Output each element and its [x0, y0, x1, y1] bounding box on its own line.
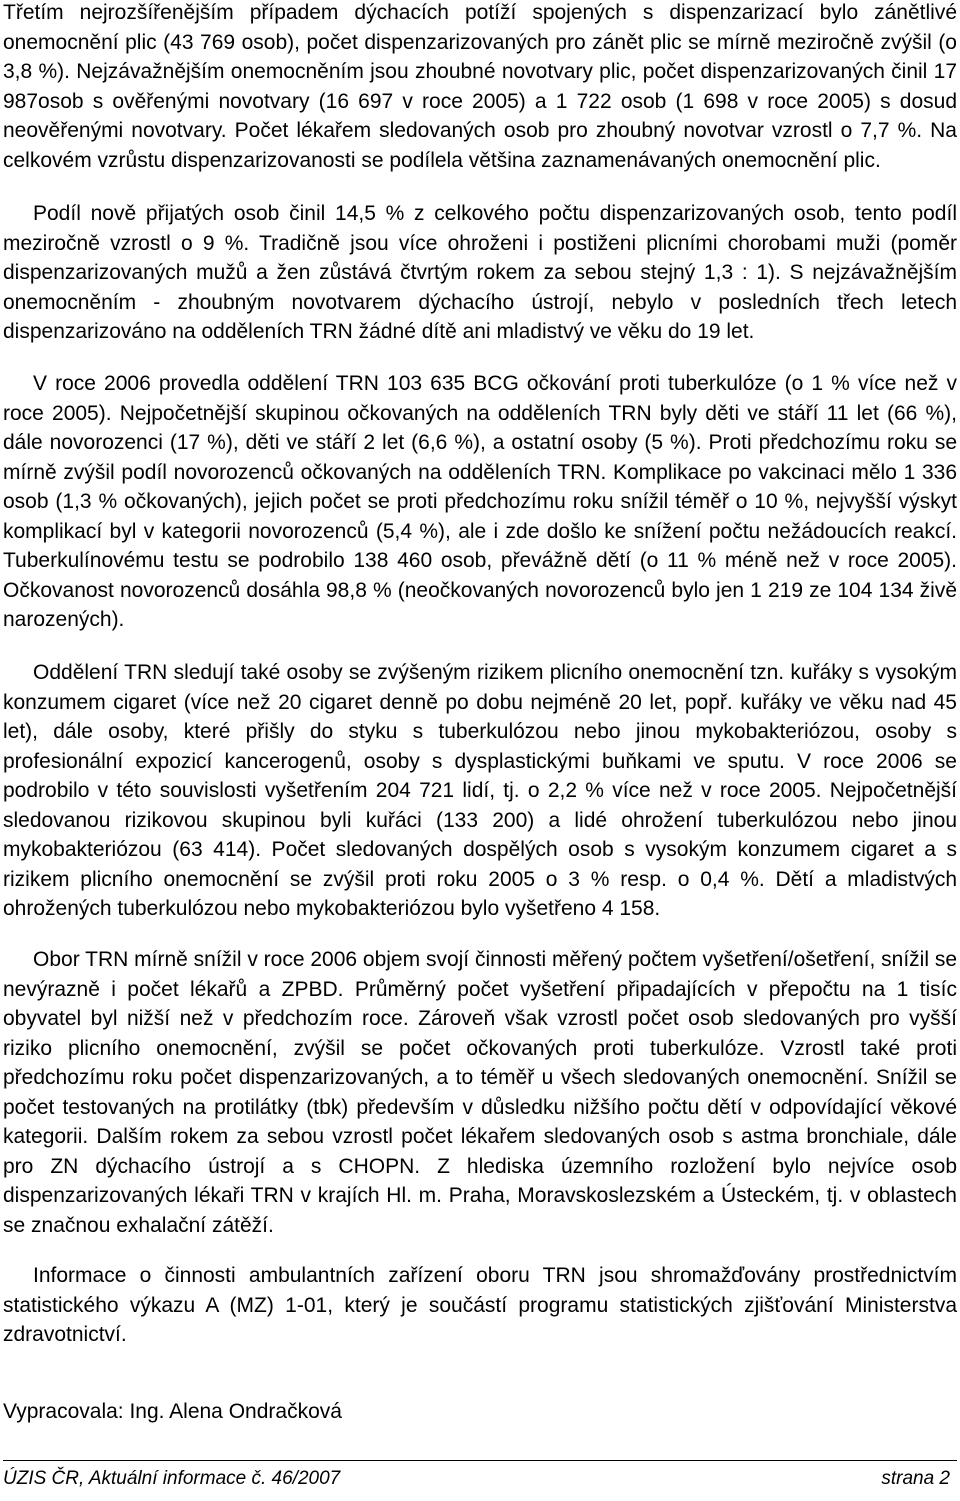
paragraph-new-patients: Podíl nově přijatých osob činil 14,5 % z celkového počtu dispenzarizovaných osob, tento podíl meziročně vzrostl o 9 %. Tradičně jsou více ohroženi i postiženi plicními chorobami muži (poměr dispenzarizovaných mužů a žen zůstává čtvrtým rokem za sebou stejný 1,3 : 1). S nejzávažnějším onemocněním - zhoubným novotvarem dýchacího ústrojí, nebylo v posledních třech letech dispenzarizováno na odděleních TRN žádné dítě ani mladistvý ve věku do 19 let. [3, 202, 957, 343]
footer-divider [3, 1460, 957, 1461]
footer-publication: ÚZIS ČR, Aktuální informace č. 46/2007 [3, 1468, 341, 1489]
author-line: Vypracovala: Ing. Alena Ondračková [3, 1400, 342, 1423]
paragraph-lung-diseases: Třetím nejrozšířenějším případem dýchacích potíží spojených s dispenzarizací bylo zánětlivé onemocnění plic (43 769 osob), počet dispenzarizovaných pro zánět plic se mírně meziročně zvýšil (o 3,8 %). Nejzávažnějším onemocněním jsou zhoubné novotvary plic, počet dispenzarizovaných činil 17 987osob s ověřenými novotvary (16 697 v roce 2005) a 1 722 osob (1 698 v roce 2005) s dosud neověřenými novotvary. Počet lékařem sledovaných osob pro zhoubný novotvar vzrostl o 7,7 %. Na celkovém vzrůstu dispenzarizovanosti se podílela většina zaznamenávaných onemocnění plic. [3, 1, 957, 172]
paragraph-activity-summary: Obor TRN mírně snížil v roce 2006 objem svojí činnosti měřený počtem vyšetření/ošetření, snížil se nevýrazně i počet lékařů a ZPBD. Průměrný počet vyšetření připadajících v přepočtu na 1 tisíc obyvatel byl nižší než v předchozím roce. Zároveň však vzrostl počet osob sledovaných pro vyšší riziko plicního onemocnění, zvýšil se počet očkovaných proti tuberkulóze. Vzrostl také proti předchozímu roku počet dispenzarizovaných, a to téměř u všech sledovaných onemocnění. Snížil se počet testovaných na protilátky (tbk) především v důsledku nižšího počtu dětí v odpovídající věkové kategorii. Dalším rokem za sebou vzrostl počet lékařem sledovaných osob s astma bronchiale, dále pro ZN dýchacího ústrojí a s CHOPN. Z hlediska územního rozložení bylo nejvíce osob dispenzarizovaných lékaři TRN v krajích Hl. m. Praha, Moravskoslezském a Ústeckém, tj. v oblastech se značnou exhalační zátěží. [3, 948, 957, 1237]
footer-page-number: strana 2 [881, 1468, 950, 1489]
paragraph-risk-groups: Oddělení TRN sledují také osoby se zvýšeným rizikem plicního onemocnění tzn. kuřáky s vysokým konzumem cigaret (více než 20 cigaret denně po dobu nejméně 20 let, popř. kuřáky ve věku nad 45 let), dále osoby, které přišly do styku s tuberkulózou nebo jinou mykobakteriózou, osoby s profesionální expozicí kancerogenů, osoby s dysplastickými buňkami ve sputu. V roce 2006 se podrobilo v této souvislosti vyšetřením 204 721 lidí, tj. o 2,2 % více než v roce 2005. Nejpočetnější sledovanou rizikovou skupinou byli kuřáci (133 200) a lidé ohrožení tuberkulózou nebo jinou mykobakteriózou (63 414). Počet sledovaných dospělých osob s vysokým konzumem cigaret a s rizikem plicního onemocnění se zvýšil proti roku 2005 o 3 % resp. o 0,4 %. Dětí a mladistvých ohrožených tuberkulózou nebo mykobakteriózou bylo vyšetřeno 4 158. [3, 661, 957, 920]
paragraph-bcg-vaccination: V roce 2006 provedla oddělení TRN 103 635 BCG očkování proti tuberkulóze (o 1 % více než v roce 2005). Nejpočetnější skupinou očkovaných na odděleních TRN byly děti ve stáří 11 let (66 %), dále novorozenci (17 %), děti ve stáří 2 let (6,6 %), a ostatní osoby (5 %). Proti předchozímu roku se mírně zvýšil podíl novorozenců očkovaných na odděleních TRN. Komplikace po vakcinaci mělo 1 336 osob (1,3 % očkovaných), jejich počet se proti předchozímu roku snížil téměř o 10 %, nejvyšší výskyt komplikací byl v kategorii novorozenců (5,4 %), ale i zde došlo ke snížení počtu nežádoucích reakcí. Tuberkulínovému testu se podrobilo 138 460 osob, převážně dětí (o 11 % méně než v roce 2005). Očkovanost novorozenců dosáhla 98,8 % (neočkovaných novorozenců bylo jen 1 219 ze 104 134 živě narozených). [3, 372, 957, 631]
paragraph-data-source: Informace o činnosti ambulantních zařízení oboru TRN jsou shromažďovány prostřednictvím statistického výkazu A (MZ) 1-01, který je součástí programu statistických zjišťování Ministerstva zdravotnictví. [3, 1264, 957, 1346]
